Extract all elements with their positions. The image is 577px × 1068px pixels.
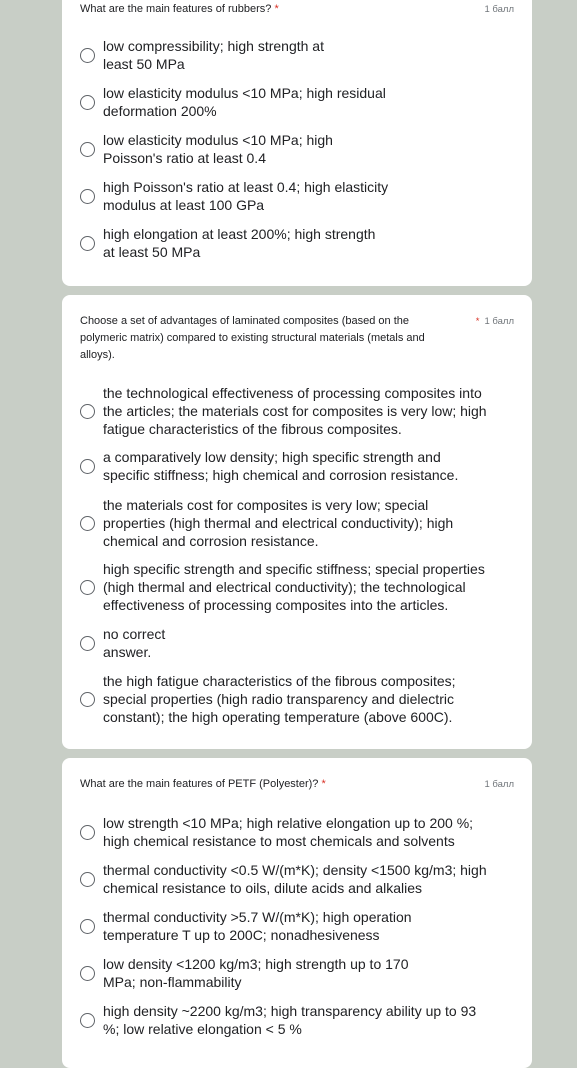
option-label: the high fatigue characteristics of the fibrous composites; special properties (high radio transparency and dielectric constant); the high operating temperature (above 600C). [103,673,456,725]
radio-button[interactable] [80,459,95,474]
question-header [80,313,514,364]
option-label: low elasticity modulus <10 MPa; high residual deformation 200% [103,85,386,119]
option-q1-2[interactable] [80,84,514,120]
option-label: low compressibility; high strength at least 50 MPa [103,38,324,72]
option-label: high density ~2200 kg/m3; high transparency ability up to 93 %; low relative elongation < 5 % [103,1003,477,1037]
option-q2-1[interactable] [80,384,514,438]
option-label: high Poisson's ratio at least 0.4; high elasticity modulus at least 100 GPa [103,179,389,213]
radio-button[interactable] [80,692,95,707]
option-q1-4[interactable] [80,178,514,214]
option-label: high specific strength and specific stiffness; special properties (high thermal and electrical conductivity); the technological effectiveness of processing composites into the articles. [103,561,485,613]
radio-button[interactable] [80,825,95,840]
question-title: Choose a set of advantages of laminated composites (based on the polymeric matrix) compared to existing structural materials (metals and alloys). [80,315,425,361]
option-q3-4[interactable] [80,955,514,991]
radio-button[interactable] [80,1013,95,1028]
question-card-petf [62,758,532,1068]
radio-button[interactable] [80,919,95,934]
required-mark: * [475,316,480,327]
required-mark: * [321,778,326,790]
radio-button[interactable] [80,404,95,419]
option-q1-5[interactable] [80,225,514,261]
question-title: What are the main features of PETF (Polyester)? * [80,778,326,790]
option-q2-4[interactable] [80,560,514,614]
radio-button[interactable] [80,636,95,651]
option-label: low elasticity modulus <10 MPa; high Poisson's ratio at least 0.4 [103,132,333,166]
question-header [80,776,514,793]
option-label: the materials cost for composites is very low; special properties (high thermal and electrical conductivity); high chemical and corrosion resistance. [103,497,454,549]
option-label: a comparatively low density; high specific strength and specific stiffness; high chemical and corrosion resistance. [103,449,459,483]
radio-button[interactable] [80,189,95,204]
points-label: * 1 балл [475,316,514,327]
option-label: high elongation at least 200%; high strength at least 50 MPa [103,226,376,260]
option-label: no correct answer. [103,626,166,660]
radio-button[interactable] [80,48,95,63]
radio-button[interactable] [80,580,95,595]
radio-button[interactable] [80,516,95,531]
points-label: 1 балл [484,779,514,790]
radio-button[interactable] [80,872,95,887]
question-card-laminated-composites [62,295,532,749]
option-q2-6[interactable] [80,672,514,726]
radio-button[interactable] [80,142,95,157]
option-q2-3[interactable] [80,496,514,550]
question-card-rubbers [62,0,532,286]
option-q3-1[interactable] [80,814,514,850]
option-q3-2[interactable] [80,861,514,897]
option-q3-5[interactable] [80,1002,514,1038]
option-label: thermal conductivity >5.7 W/(m*K); high operation temperature T up to 200C; nonadhesiveness [103,909,412,943]
required-mark: * [274,3,279,15]
option-label: low density <1200 kg/m3; high strength up to 170 MPa; non-flammability [103,956,409,990]
question-header [80,1,514,18]
option-label: thermal conductivity <0.5 W/(m*K); density <1500 kg/m3; high chemical resistance to oils, dilute acids and alkalies [103,862,487,896]
option-q1-3[interactable] [80,131,514,167]
option-label: the technological effectiveness of processing composites into the articles; the materials cost for composites is very low; high fatigue characteristics of the fibrous composites. [103,385,487,437]
question-title: What are the main features of rubbers? * [80,3,279,15]
radio-button[interactable] [80,966,95,981]
option-q2-2[interactable] [80,448,514,484]
option-q3-3[interactable] [80,908,514,944]
option-q2-5[interactable] [80,625,514,661]
radio-button[interactable] [80,236,95,251]
option-label: low strength <10 MPa; high relative elongation up to 200 %; high chemical resistance to most chemicals and solvents [103,815,474,849]
points-label: 1 балл [484,4,514,15]
option-q1-1[interactable] [80,37,514,73]
radio-button[interactable] [80,95,95,110]
